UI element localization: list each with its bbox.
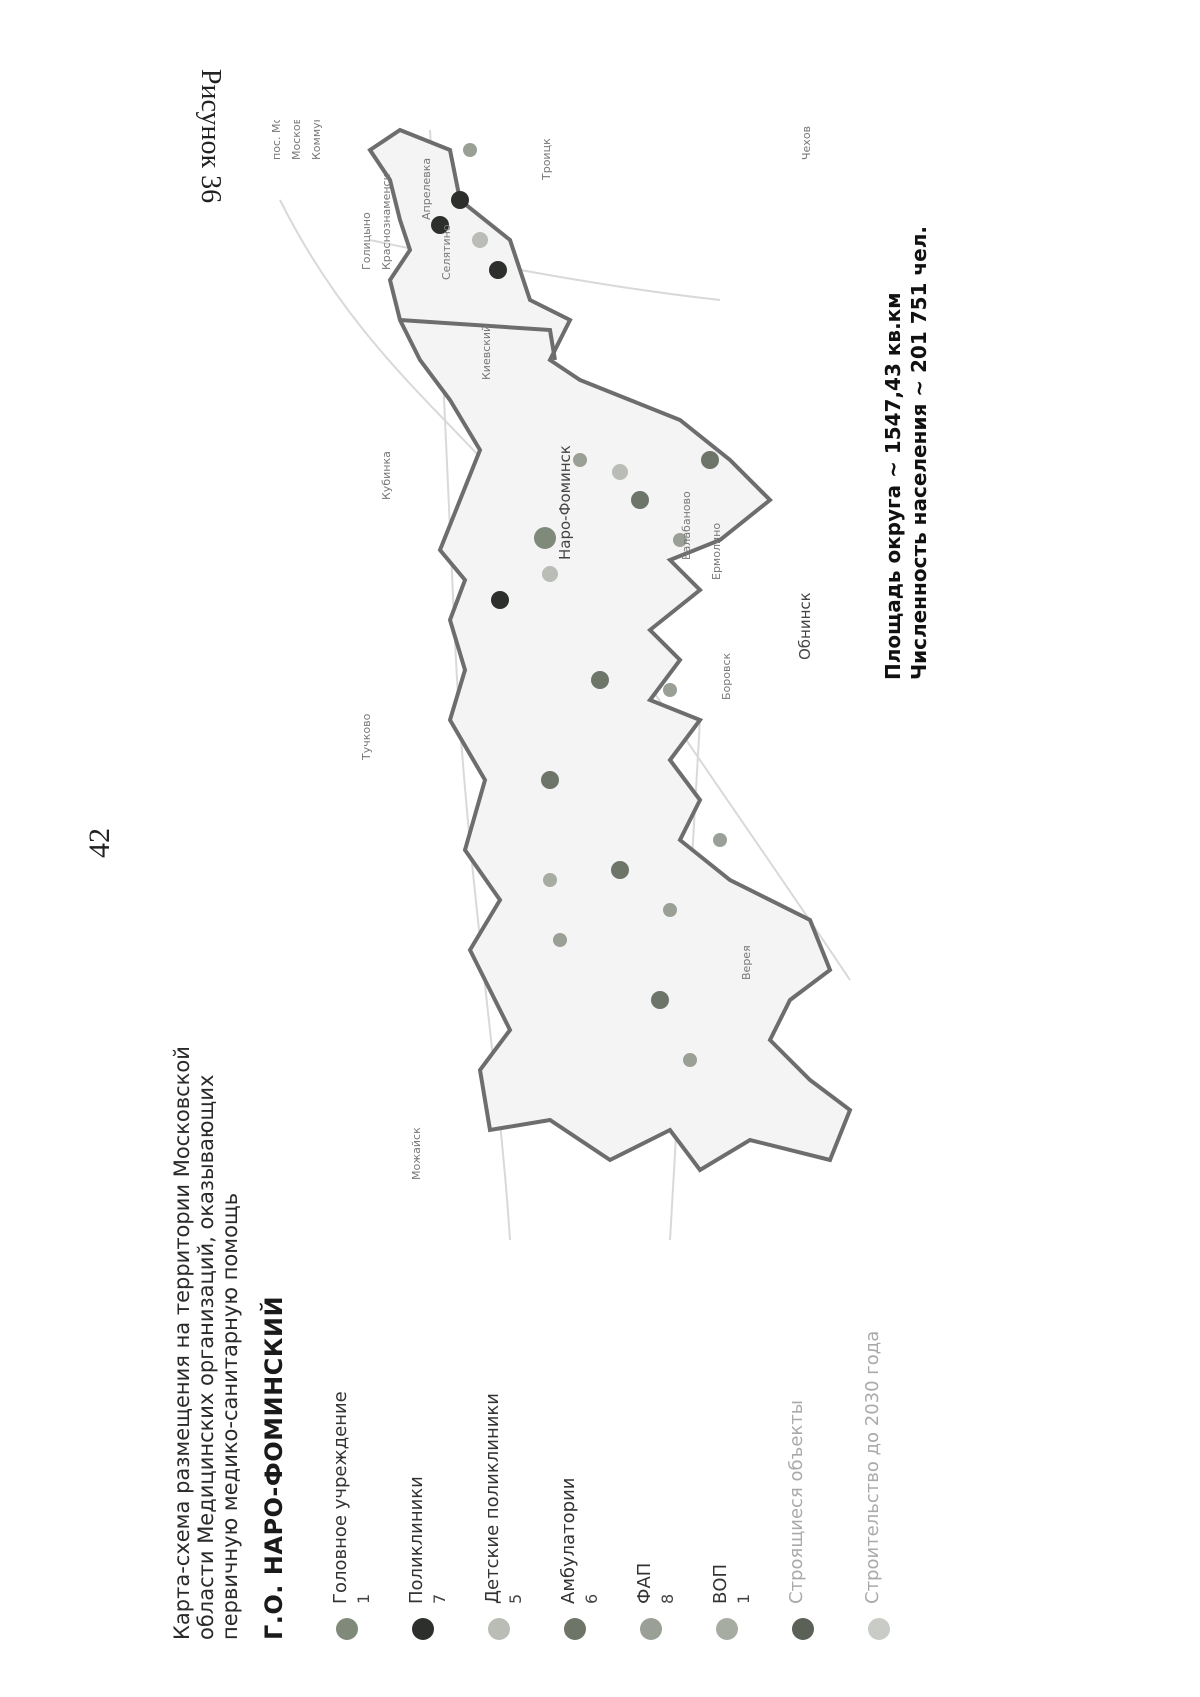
map-title: Карта-схема размещения на территории Московской области Медицинских организаций, оказывающих первичную медико-санитарную помощь <box>170 1046 242 1640</box>
place-mosrentgen: пос. Мос. <box>270 120 283 160</box>
legend-item-under-construction <box>786 1260 848 1640</box>
legend-label: Детские поликлиники <box>482 1393 503 1604</box>
place-golitsyno: Голицыно <box>360 212 373 270</box>
legend-item-head <box>330 1260 392 1640</box>
place-troitsk: Троицк <box>540 138 553 180</box>
place-ermolino: Ермолино <box>710 522 723 580</box>
legend-item-fap <box>634 1260 696 1640</box>
place-krasnoznamensk: Краснознаменск <box>380 173 393 270</box>
facility-childrens <box>612 464 628 480</box>
legend-dot <box>868 1618 890 1640</box>
legend-dot <box>792 1618 814 1640</box>
place-tuchkovo: Тучково <box>360 713 373 760</box>
facility-ambulatory <box>591 671 609 689</box>
facility-childrens <box>472 232 488 248</box>
legend-label: Поликлиники <box>406 1476 427 1604</box>
legend-count: 1 <box>734 1593 753 1604</box>
legend-item-vop <box>710 1260 772 1640</box>
legend-count: 1 <box>354 1593 373 1604</box>
legend-count: 8 <box>658 1593 677 1604</box>
place-kommunarka: Коммун <box>310 120 323 160</box>
legend-item-children <box>482 1260 544 1640</box>
facility-fap <box>663 683 677 697</box>
facility-head <box>534 527 556 549</box>
place-chekhov: Чехов <box>800 125 813 160</box>
district-name: Г.О. НАРО-ФОМИНСКИЙ <box>260 1295 288 1640</box>
district-stats <box>880 120 932 680</box>
place-naro-fominsk: Наро-Фоминск <box>556 445 574 560</box>
place-kubinka: Кубинка <box>380 451 393 500</box>
facility-fap <box>573 453 587 467</box>
facility-ambulatory <box>611 861 629 879</box>
place-kievskiy: Киевский <box>480 324 493 380</box>
facility-polyclinic <box>491 591 509 609</box>
facility-fap <box>553 933 567 947</box>
place-moskovskiy: Московский <box>290 120 303 160</box>
legend-label: ВОП <box>710 1563 731 1604</box>
facility-fap <box>463 143 477 157</box>
facility-polyclinic <box>489 261 507 279</box>
legend-dot <box>488 1618 510 1640</box>
facility-ambulatory <box>631 491 649 509</box>
legend-item-polyclinics <box>406 1260 468 1640</box>
facility-fap <box>663 903 677 917</box>
area-stat: Площадь округа ~ 1547,43 кв.км <box>881 292 905 680</box>
facility-childrens <box>542 566 558 582</box>
legend-dot <box>412 1618 434 1640</box>
page-number: 42 <box>83 828 116 858</box>
map-area <box>250 120 890 1280</box>
legend-count: 5 <box>506 1593 525 1604</box>
legend-count: 7 <box>430 1593 449 1604</box>
map-sheet <box>160 120 1040 1680</box>
population-stat: Численность населения ~ 201 751 чел. <box>907 226 931 680</box>
place-mozhaysk: Можайск <box>410 1127 423 1180</box>
legend-label: ФАП <box>634 1562 655 1604</box>
legend-label: Амбулатории <box>558 1477 579 1604</box>
district-map <box>250 120 890 1280</box>
legend-dot <box>564 1618 586 1640</box>
facility-fap <box>683 1053 697 1067</box>
legend <box>330 1260 938 1640</box>
place-borovsk: Боровск <box>720 652 733 700</box>
legend-label: Головное учреждение <box>330 1391 351 1604</box>
figure-label: Рисунок 36 <box>195 68 226 204</box>
facility-ambulatory <box>541 771 559 789</box>
place-aprelevka: Апрелевка <box>420 157 433 220</box>
place-selyatino: Селятино <box>440 224 453 280</box>
legend-count: 6 <box>582 1593 601 1604</box>
facility-vop <box>543 873 557 887</box>
facility-polyclinic <box>451 191 469 209</box>
legend-dot <box>640 1618 662 1640</box>
facility-fap <box>713 833 727 847</box>
place-obninsk: Обнинск <box>796 592 814 660</box>
legend-item-planned-2030 <box>862 1260 924 1640</box>
legend-dot <box>716 1618 738 1640</box>
legend-item-ambulatory <box>558 1260 620 1640</box>
legend-label: Строительство до 2030 года <box>862 1330 883 1604</box>
facility-ambulatory <box>701 451 719 469</box>
place-balabanovo: Балабаново <box>680 491 693 560</box>
legend-dot <box>336 1618 358 1640</box>
legend-label: Строящиеся объекты <box>786 1400 807 1604</box>
facility-ambulatory <box>651 991 669 1009</box>
place-vereya: Верея <box>740 945 753 980</box>
